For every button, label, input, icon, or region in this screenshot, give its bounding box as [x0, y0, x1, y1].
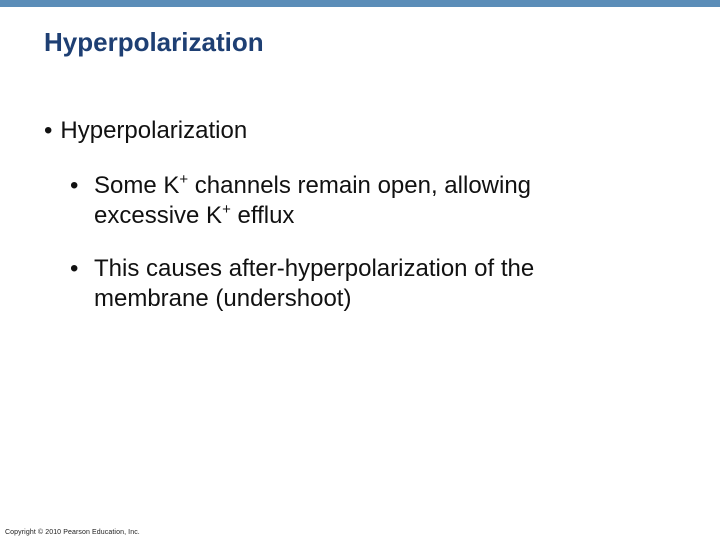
text-segment: efflux — [230, 202, 295, 229]
bullet-dot-icon: • — [70, 255, 79, 282]
text-segment: excessive K — [94, 202, 223, 229]
text-segment: Some K — [94, 172, 180, 199]
sub-bullet-2-line1: This causes after-hyperpolarization of the — [94, 255, 535, 282]
sub-bullet-1 — [70, 171, 694, 231]
bullet-level1-text: Hyperpolarization — [60, 117, 248, 144]
sub-bullet-2 — [70, 254, 694, 314]
slide-title: Hyperpolarization — [44, 27, 264, 57]
sub-bullet-2-line2: membrane (undershoot) — [94, 285, 352, 312]
bullet-level1 — [44, 116, 684, 146]
header-accent-bar — [0, 0, 720, 7]
bullet-dot-icon: • — [44, 117, 53, 144]
copyright-footer: Copyright © 2010 Pearson Education, Inc. — [5, 529, 140, 536]
sub-bullet-1-line1 — [94, 171, 694, 201]
sub-bullet-1-line2 — [94, 201, 694, 231]
text-segment: channels remain open, allowing — [188, 172, 532, 199]
superscript-plus: + — [222, 201, 231, 218]
bullet-dot-icon: • — [70, 172, 79, 199]
superscript-plus: + — [179, 171, 189, 188]
